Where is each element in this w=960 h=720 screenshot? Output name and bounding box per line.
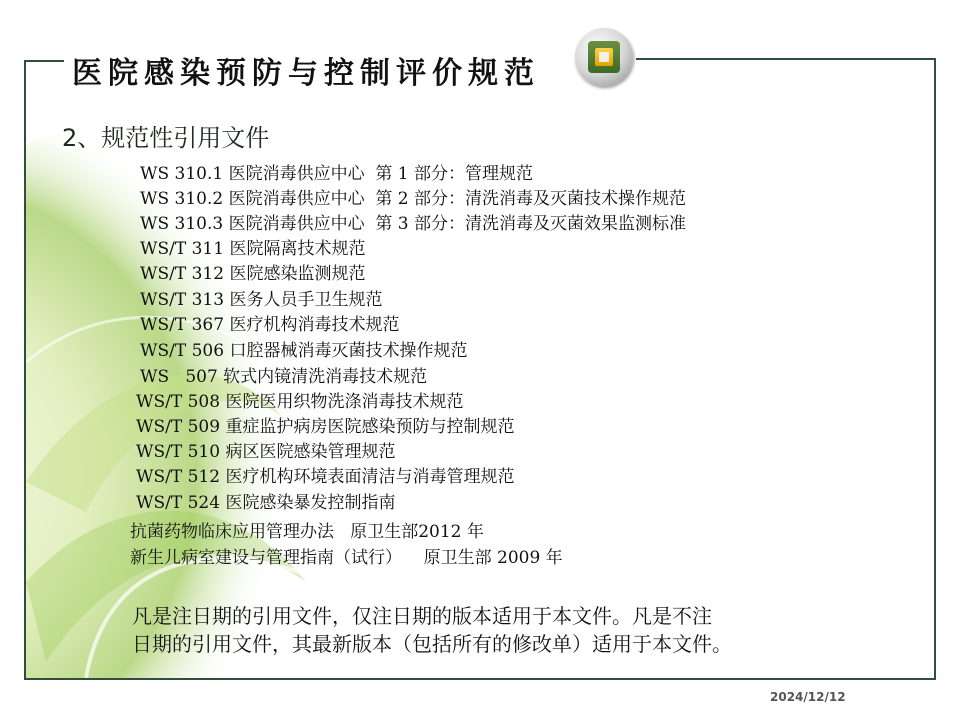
reference-item: WS/T 313 医务人员手卫生规范	[140, 290, 383, 310]
reference-item: WS/T 512 医疗机构环境表面清洁与消毒管理规范	[136, 467, 515, 487]
reference-item: 抗菌药物临床应用管理办法 原卫生部2012 年	[130, 522, 484, 542]
frame-top-right	[636, 58, 936, 60]
reference-item: WS 310.1 医院消毒供应中心 第 1 部分：管理规范	[140, 164, 534, 184]
reference-item: WS/T 312 医院感染监测规范	[140, 264, 366, 284]
reference-item: WS/T 524 医院感染暴发控制指南	[136, 493, 396, 513]
note-line-2: 日期的引用文件，其最新版本（包括所有的修改单）适用于本文件。	[132, 632, 732, 656]
frame-right	[934, 60, 936, 680]
reference-item: 新生儿病室建设与管理指南（试行） 原卫生部 2009 年	[130, 548, 563, 568]
reference-item: WS/T 311 医院隔离技术规范	[140, 239, 366, 259]
slide-date: 2024/12/12	[770, 690, 846, 704]
frame-bottom	[24, 678, 936, 680]
reference-item: WS 507 软式内镜清洗消毒技术规范	[140, 367, 428, 387]
frame-top-left	[24, 60, 64, 62]
reference-item: WS/T 509 重症监护病房医院感染预防与控制规范	[136, 417, 515, 437]
reference-item: WS 310.3 医院消毒供应中心 第 3 部分：清洗消毒及灭菌效果监测标准	[140, 214, 687, 234]
note-line-1: 凡是注日期的引用文件，仅注日期的版本适用于本文件。凡是不注	[132, 604, 712, 628]
logo-emblem-icon	[575, 28, 633, 86]
section-heading: 2、规范性引用文件	[62, 124, 270, 152]
slide-title: 医院感染预防与控制评价规范	[72, 56, 540, 91]
reference-item: WS/T 510 病区医院感染管理规范	[136, 442, 396, 462]
frame-left	[24, 60, 26, 680]
reference-item: WS/T 508 医院医用织物洗涤消毒技术规范	[136, 392, 464, 412]
reference-item: WS/T 506 口腔器械消毒灭菌技术操作规范	[140, 341, 468, 361]
reference-item: WS/T 367 医疗机构消毒技术规范	[140, 315, 400, 335]
reference-item: WS 310.2 医院消毒供应中心 第 2 部分：清洗消毒及灭菌技术操作规范	[140, 189, 687, 209]
